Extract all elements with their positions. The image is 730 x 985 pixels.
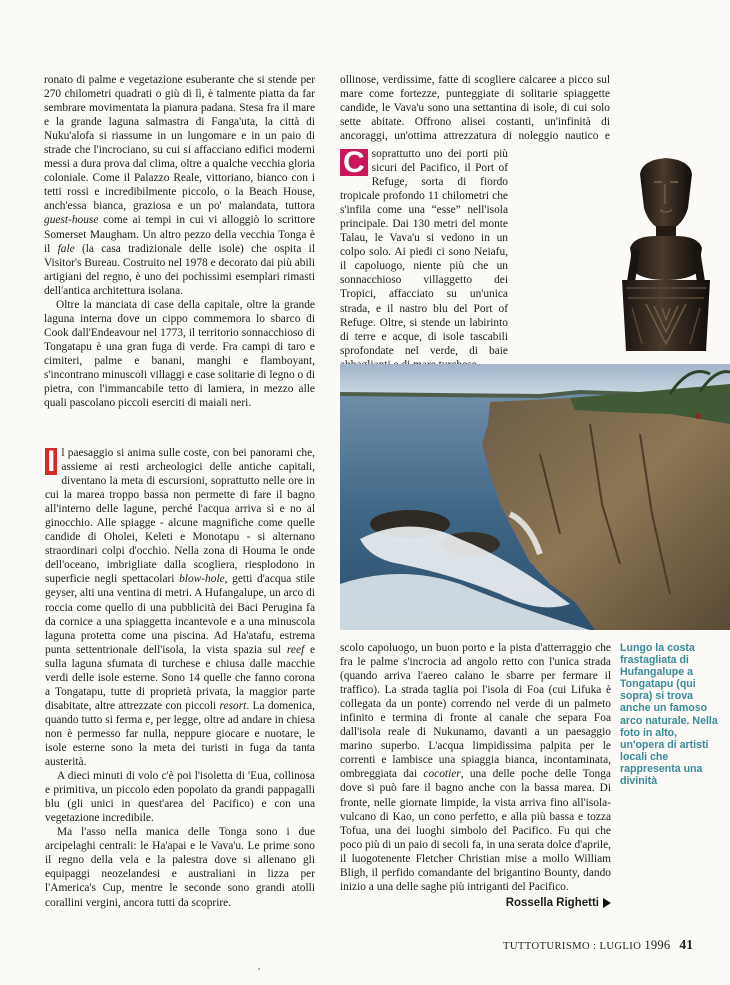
paragraph: A dieci minuti di volo c'è poi l'isoletta di 'Eua, collinosa e primitiva, un piccolo eden popolato da grandi pappagalli blu (gli unici in quest'area del Pacifico) e con una vegetazione incredibile. [45,770,315,825]
print-speck [258,968,260,970]
paragraph: scolo capoluogo, un buon porto e la pista d'atterraggio che fra le palme s'incrocia ad angolo retto con l'unica strada (quando arriva l'aereo calano le sbarre per fermare il traffico). La strada taglia poi l'isola di Foa (cui Lifuka è collegata da un ponte) correndo nel verde di un palmeto infinito e termina di fronte al canale che separa Foa dall'isola reale di Nukunamo, davanti a un paesaggio marino superbo. L'acqua limpidissima palpita per le correnti e lambisce una spiaggia bianca, incontaminata, ombreggiata dai cocotier, una delle poche delle Tonga dove si può fare il bagno anche con la bassa marea. Di fronte, nelle giornate limpide, la vista arriva fino all'isola-vulcano di Kao, un cono perfetto, e alla più bassa e tozza Tofua, una dei luoghi simbolo del Pacifico. Fu qui che poco più di un paio di secoli fa, in una serata dolce d'aprile, il luogotenente Fletcher Christian mise a mollo William Bligh, il perfido comandante del brigantino Bounty, dando inizio a una delle saghe più intriganti del Pacifico. [340,642,611,893]
drop-cap: C [340,149,368,176]
issue-year: 1996 [644,938,671,952]
article-column-2 [45,446,315,910]
statue-photo [616,148,716,351]
author-byline: Rossella Righetti [340,896,611,910]
page-number: 41 [679,937,693,952]
paragraph: ronato di palme e vegetazione esuberante che si stende per 270 chilometri quadrati o giù di lì, è talmente piatta da far sembrare movimentata la pianura padana. Stesa fra il mare e la grande laguna salmastra di Fanga'uta, la città di Nuku'alofa si riassume in un lungomare e in un paio di strade che l'incrociano, su cui si affacciano edifici moderni messi a dura prova dal clima, oltre a qualche vecchia gloria coloniale. Come il Palazzo Reale, vittoriano, bianco con i tetti rossi e incredibilmente piccolo, o la Beach House, anch'essa bianca, graziosa e un po' malandata, tuttora guest-house come ai tempi in cui vi alloggiò lo scrittore Somerset Maugham. Un altro pezzo della vecchia Tonga è il fale (la casa tradizionale delle isole) che ospita il Visitor's Bureau. Costruito nel 1978 e decorato dai più abili artigiani del regno, è uno dei pochissimi esemplari rimasti dell'antica architettura isolana. [44,74,315,297]
carved-deity-statue-image [616,148,716,351]
issue-month: LUGLIO [599,941,642,952]
paragraph: I l paesaggio si anima sulle coste, con bei panorami che, assieme ai resti archeologici delle antiche capitali, diventano la meta di escursioni, soprattutto nelle ore in cui la marea troppo bassa non permette di fare il bagno all'interno delle lagune, perché l'acqua arriva sì e no al ginocchio. Alle spiagge - alcune magnifiche come quelle candide di Oholei, Keleti e Monotapu - si alternano straordinari colpi d'occhio. Nella zona di Houma le onde dell'oceano, imbrigliate dalla scogliera, riesplodono in superficie negli spettacolari blow-hole, getti d'acqua stile geyser, alti una ventina di metri. A Hufangalupe, un arco di roccia come quello di una pubblicità dei Baci Perugina fa da cornice a una spiaggetta incantevole e a una minuscola laguna protetta come una piscina. Ad Ha'atafu, estrema punta settentrionale dell'isola, la vista spazia sul reef e sulla laguna sfumata di turchese e chiusa dalle macchie verdi delle isole esterne. Sono 14 quelle che fanno corona a Tongatapu, tutte di proprietà privata, la maggior parte disabitate, altre attrezzate con piccoli resort. La domenica, quando tutto si ferma e, per legge, oltre ad andare in chiesa non è permesso far nulla, neppure giocare e nuotare, le isole esterne sono la meta dei turisti in fuga da tanta austerità. [45,445,316,769]
page-footer [503,937,693,953]
article-column-4 [340,641,611,910]
paragraph: C ollinose, verdissime, fatte di scogliere calcaree a picco sul mare come fortezze, punteggiate di solitarie spiaggette candide, le Vava'u sono una settantina di isole, di cui solo sette abitate. Offrono alisei costanti, un'infinità di ancoraggi, un'ottima attrezzatura di noleggio nautico e soprattutto uno dei porti più sicuri del Pacifico, il Port of Refuge, sorta di fiordo tropicale profondo 11 chilometri che s'infila come una “esse” nell'isola principale. Dai 130 metri del monte Talau, le Vava'u si vedono in un colpo solo. Ai piedi ci sono Neiafu, il capoluogo, niente più che un sonnacchioso villaggetto dei Tropici, affacciato su un'unica strada, e il nastro blu del Port of Refuge. Oltre, si stende un labirinto di terre e acque, di isole tascabili sprofondate nel verde, di baie [340,74,610,357]
footer-separator: : [590,941,600,952]
paragraph: Oltre la manciata di case della capitale, oltre la grande laguna interna dove un cippo commemora lo sbarco di Cook dall'Endeavour nel 1773, il territorio sonnacchioso di Tongatapu è una gran fuga di verde. Fra campi di taro e cimiteri, palme e banani, manghi e flamboyant, s'incontrano minuscoli villaggi e case solitarie di legno o di pietra, con l'immancabile tetto di lamiera, in mezzo alle quali pascolano piccoli eserciti di maiali neri. [44,298,315,410]
arrow-right-icon [603,898,611,908]
article-column-1 [44,73,315,410]
drop-cap: I [47,445,56,478]
magazine-name: TUTTOTURISMO [503,941,590,952]
hufangalupe-cliffs-image [340,364,730,630]
paragraph: Ma l'asso nella manica delle Tonga sono i due arcipelaghi centrali: le Ha'apai e le Vava'u. Le prime sono il regno della vela e la palestra dove si allenano gli equipaggi neozelandesi e australiani in lizza per l'America's Cup, mentre le seconde sono grandi atolli corallini vergini, ancora tutti da scoprire. [45,826,315,909]
coastline-photo [340,364,730,630]
photo-caption: Lungo la costa frastagliata di Hufangalupe a Tongatapu (qui sopra) si trova anche un famoso arco naturale. Nella foto in alto, un'opera di artisti locali che rappresenta una divinità [620,642,718,788]
